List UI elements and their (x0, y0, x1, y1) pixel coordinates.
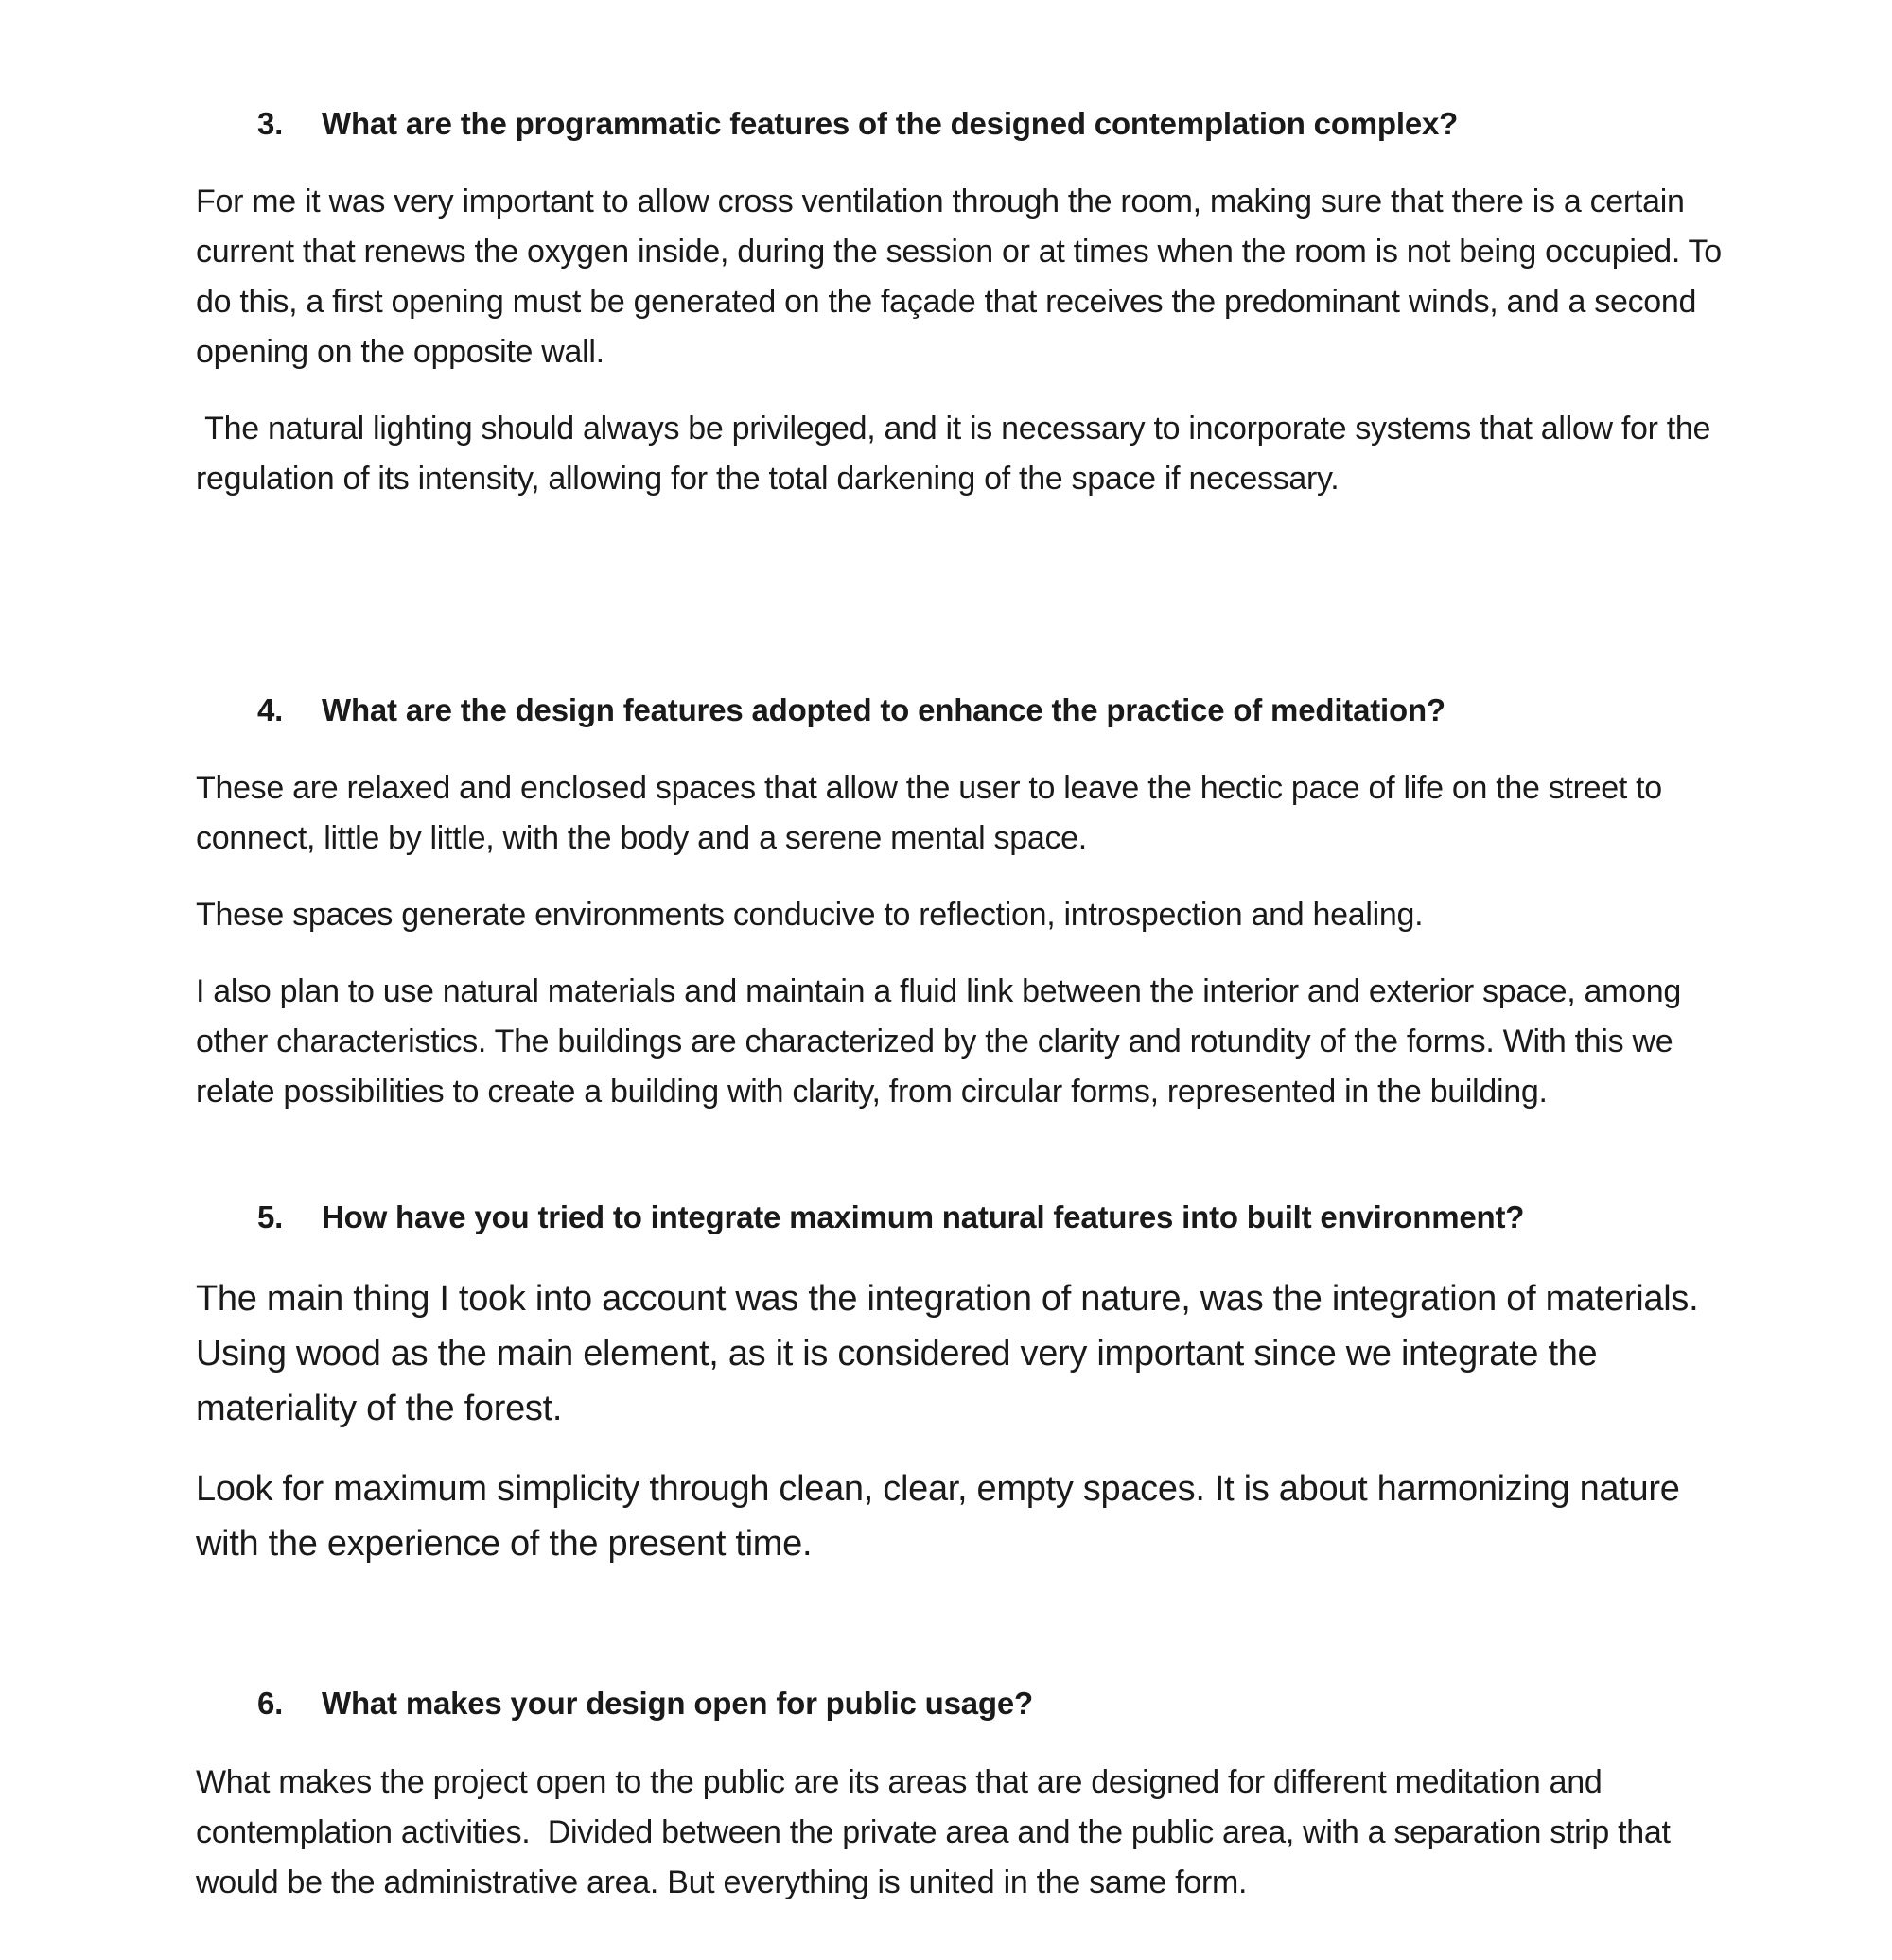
question-5-text: How have you tried to integrate maximum natural features into built environment? (322, 1199, 1525, 1234)
question-4-text: What are the design features adopted to enhance the practice of meditation? (322, 692, 1445, 727)
question-3-heading (257, 105, 1458, 143)
question-6-number: 6. (257, 1686, 284, 1721)
question-6-text: What makes your design open for public usage? (322, 1686, 1033, 1721)
section-5-paragraph-2: Look for maximum simplicity through clean, clear, empty spaces. It is about harmonizing nature with the experience of the present time. (196, 1469, 1690, 1564)
question-3-text: What are the programmatic features of the designed contemplation complex? (322, 106, 1459, 141)
section-5-paragraph-1: The main thing I took into account was the integration of nature, was the integration of materials. Using wood as the main element, as it is considered very important since we integrate the materiality of the forest. (196, 1279, 1708, 1428)
question-4-heading (257, 691, 1445, 729)
section-4-paragraph-1: These are relaxed and enclosed spaces that allow the user to leave the hectic pace of life on the street to connect, little by little, with the body and a serene mental space. (196, 770, 1672, 856)
question-6-heading (257, 1685, 1033, 1723)
question-5-heading (257, 1199, 1524, 1236)
question-4-number: 4. (257, 692, 284, 727)
section-3-paragraph-2: The natural lighting should always be privileged, and it is necessary to incorporate systems that allow for the regulation of its intensity, allowing for the total darkening of the space if necessary. (196, 411, 1720, 497)
question-3-number: 3. (257, 106, 284, 141)
section-4-paragraph-3: I also plan to use natural materials and maintain a fluid link between the interior and exterior space, among other characteristics. The buildings are characterized by the clarity and rotundity of the forms. With this we relate possibilities to create a building with clarity, from circular forms, represented in the building. (196, 973, 1691, 1110)
section-3-paragraph-1: For me it was very important to allow cross ventilation through the room, making sure that there is a certain current that renews the oxygen inside, during the session or at times when the room is not being occupied. To do this, a first opening must be generated on the façade that receives the predominant winds, and a second opening on the opposite wall. (196, 184, 1730, 370)
section-4-paragraph-2: These spaces generate environments conducive to reflection, introspection and healing. (196, 897, 1424, 933)
question-5-number: 5. (257, 1199, 284, 1234)
section-6-paragraph-1: What makes the project open to the public are its areas that are designed for different meditation and contemplation activities. Divided between the private area and the public area, with a separation strip that would be the administrative area. But everything is united in the same form. (196, 1764, 1679, 1900)
